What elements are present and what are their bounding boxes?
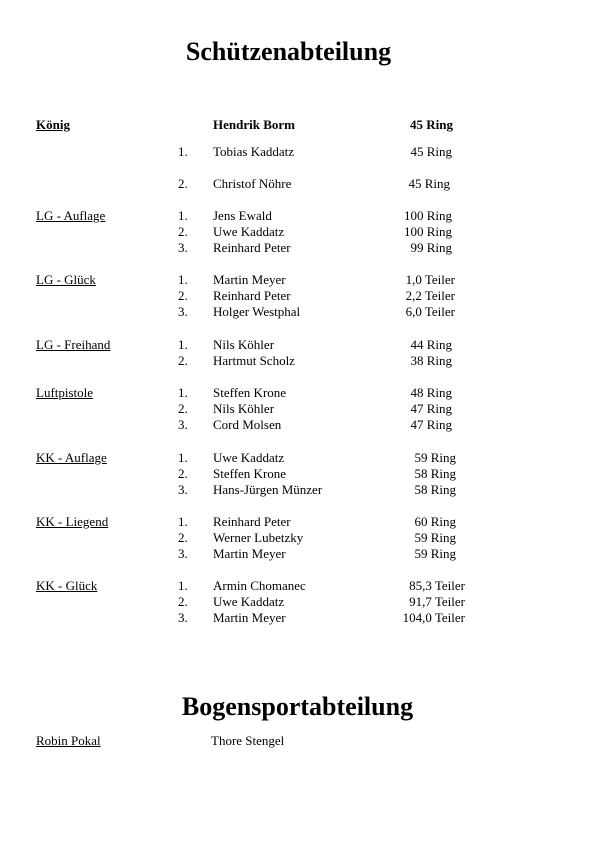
category-label-lg-auflage: LG - Auflage: [36, 208, 106, 223]
result-value: 6,0 Teiler: [405, 304, 455, 319]
category-label-lg-freihand: LG - Freihand: [36, 337, 111, 352]
result-name: Werner Lubetzky: [213, 530, 304, 545]
category-label-kk-glueck: KK - Glück: [36, 578, 98, 593]
result-name: Armin Chomanec: [213, 578, 306, 593]
result-value: 58 Ring: [414, 466, 456, 481]
award-winner-name: Thore Stengel: [211, 733, 285, 748]
category-label-luftpistole: Luftpistole: [36, 385, 94, 400]
result-name: Martin Meyer: [213, 272, 286, 287]
rank-number: 1.: [178, 578, 188, 593]
rank-number: 2.: [178, 224, 188, 239]
result-value: 99 Ring: [410, 240, 452, 255]
rank-number: 3.: [178, 417, 188, 432]
result-name: Tobias Kaddatz: [213, 144, 295, 159]
result-value: 85,3 Teiler: [409, 578, 465, 593]
result-value: 1,0 Teiler: [405, 272, 455, 287]
rank-number: 3.: [178, 482, 188, 497]
result-name: Uwe Kaddatz: [213, 450, 285, 465]
rank-number: 3.: [178, 304, 188, 319]
rank-number: 3.: [178, 610, 188, 625]
result-value: 59 Ring: [414, 546, 456, 561]
result-value: 59 Ring: [414, 450, 456, 465]
rank-number: 2.: [178, 176, 188, 191]
rank-number: 2.: [178, 594, 188, 609]
rank-number: 1.: [178, 272, 188, 287]
rank-number: 1.: [178, 144, 188, 159]
result-name: Jens Ewald: [213, 208, 272, 223]
result-value: 38 Ring: [410, 353, 452, 368]
result-name: Steffen Krone: [213, 385, 287, 400]
rank-number: 1.: [178, 337, 188, 352]
rank-number: 2.: [178, 466, 188, 481]
result-name: Reinhard Peter: [213, 240, 291, 255]
result-name: Martin Meyer: [213, 546, 286, 561]
result-value: 47 Ring: [410, 401, 452, 416]
result-name: Martin Meyer: [213, 610, 286, 625]
category-label-koenig: König: [36, 117, 70, 132]
result-value: 2,2 Teiler: [405, 288, 455, 303]
king-name: Hendrik Borm: [213, 117, 295, 132]
rank-number: 1.: [178, 450, 188, 465]
section-title-schuetzen: Schützenabteilung: [185, 37, 392, 66]
result-name: Uwe Kaddatz: [213, 594, 285, 609]
result-name: Reinhard Peter: [213, 514, 291, 529]
result-name: Steffen Krone: [213, 466, 287, 481]
king-value: 45 Ring: [410, 117, 453, 132]
result-value: 45 Ring: [408, 176, 450, 191]
result-name: Hans-Jürgen Münzer: [213, 482, 323, 497]
result-value: 104,0 Teiler: [402, 610, 465, 625]
result-name: Hartmut Scholz: [213, 353, 295, 368]
result-name: Nils Köhler: [213, 401, 275, 416]
result-value: 47 Ring: [410, 417, 452, 432]
category-label-robin-pokal: Robin Pokal: [36, 733, 101, 748]
result-value: 60 Ring: [414, 514, 456, 529]
rank-number: 2.: [178, 288, 188, 303]
result-name: Uwe Kaddatz: [213, 224, 285, 239]
result-name: Christof Nöhre: [213, 176, 292, 191]
category-label-kk-auflage: KK - Auflage: [36, 450, 107, 465]
result-value: 45 Ring: [410, 144, 452, 159]
result-value: 59 Ring: [414, 530, 456, 545]
rank-number: 1.: [178, 385, 188, 400]
result-value: 48 Ring: [410, 385, 452, 400]
rank-number: 2.: [178, 401, 188, 416]
result-value: 44 Ring: [410, 337, 452, 352]
result-name: Nils Köhler: [213, 337, 275, 352]
category-label-kk-liegend: KK - Liegend: [36, 514, 109, 529]
rank-number: 3.: [178, 240, 188, 255]
section-title-bogensport: Bogensportabteilung: [181, 692, 414, 721]
result-value: 58 Ring: [414, 482, 456, 497]
rank-number: 3.: [178, 546, 188, 561]
result-value: 91,7 Teiler: [409, 594, 465, 609]
result-value: 100 Ring: [403, 224, 452, 239]
result-name: Cord Molsen: [213, 417, 282, 432]
rank-number: 2.: [178, 530, 188, 545]
result-name: Reinhard Peter: [213, 288, 291, 303]
rank-number: 2.: [178, 353, 188, 368]
rank-number: 1.: [178, 208, 188, 223]
result-name: Holger Westphal: [213, 304, 301, 319]
result-value: 100 Ring: [403, 208, 452, 223]
rank-number: 1.: [178, 514, 188, 529]
category-label-lg-glueck: LG - Glück: [36, 272, 96, 287]
